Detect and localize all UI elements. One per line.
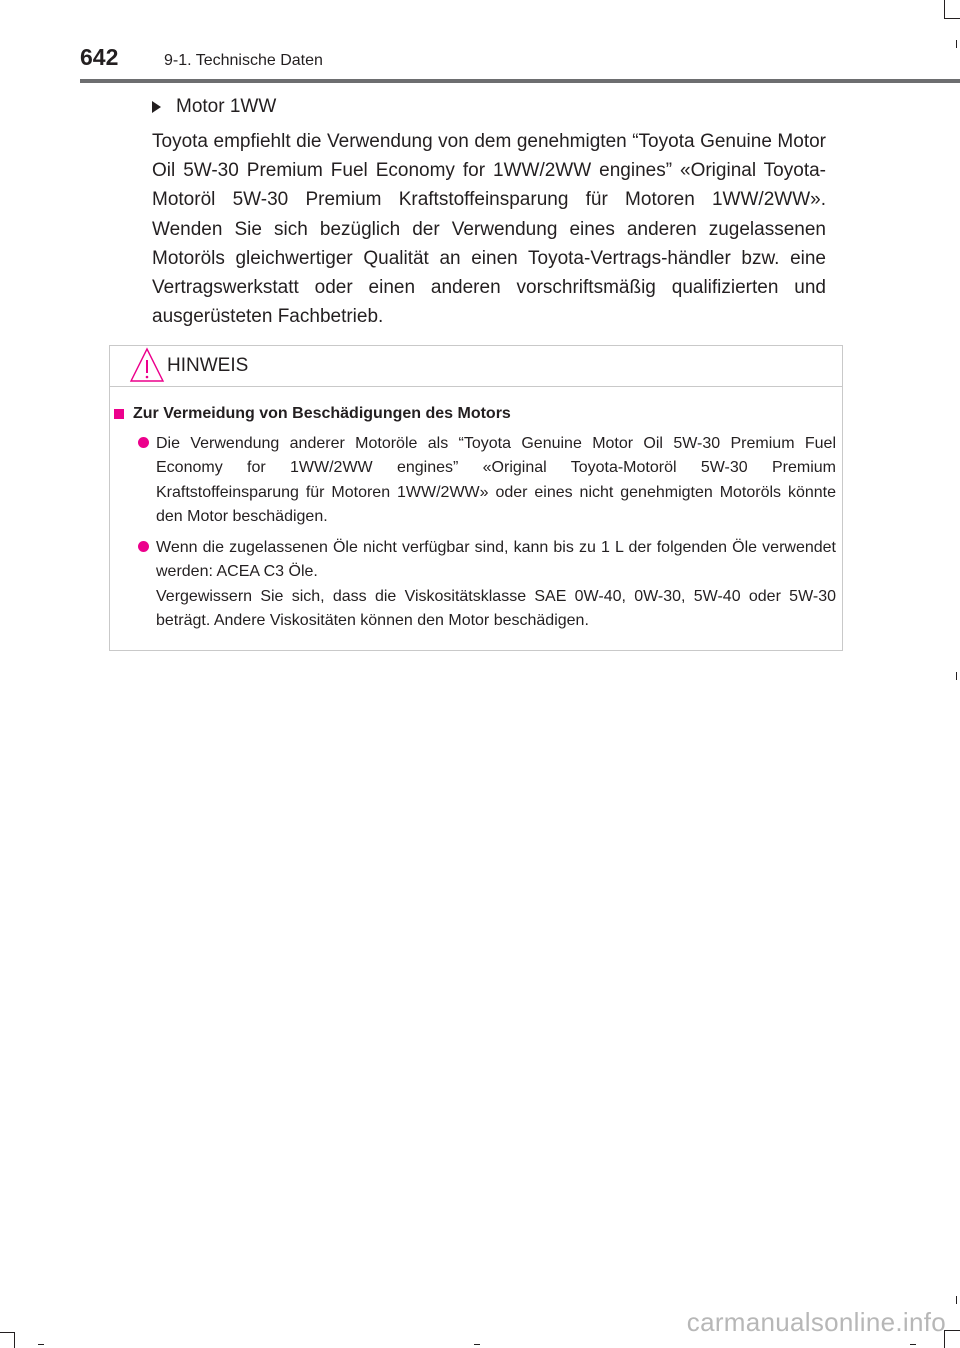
crop-mark-bottom-left-v	[14, 1332, 15, 1348]
watermark: carmanualsonline.info	[686, 1307, 946, 1337]
crop-mark-right-2	[956, 672, 957, 680]
header-rule	[80, 79, 960, 83]
oil-recommendation-paragraph: Toyota empfiehlt die Verwendung von dem genehmigten “Toyota Genuine Motor Oil 5W-30 Premium Fuel Economy for 1WW/2WW engines” «Original Toyota-Motoröl 5W-30 Premium Kraftstoffeinsparung für Motoren 1WW/2WW». Wenden Sie sich bezüglich der Verwendung eines anderen zugelassenen Motoröls gleichwertiger Qualität an einen Toyota-Vertrags-händler bzw. eine Vertragswerkstatt oder einen anderen vorschriftsmäßig qualifizierten und ausgerüsteten Fachbetrieb.	[152, 131, 826, 328]
square-bullet-icon	[114, 409, 124, 419]
crop-mark-top-right-h	[944, 18, 960, 19]
crop-mark-bottom-left-h	[0, 1332, 14, 1333]
notice-bullet-2-line1: Wenn die zugelassenen Öle nicht verfügbar sind, kann bis zu 1 L der folgenden Öle verwendet werden: ACEA C3 Öle.	[156, 539, 836, 581]
notice-box	[109, 345, 843, 651]
warning-triangle-icon	[129, 347, 165, 383]
crop-mark-top-right-v	[944, 0, 945, 18]
notice-bullet-2-text	[156, 536, 836, 634]
notice-subheading-label: Zur Vermeidung von Beschädigungen des Motors	[133, 405, 511, 422]
crop-mark-right-1	[956, 40, 957, 48]
crop-mark-bottom-right-h	[944, 1330, 960, 1331]
notice-bullet-2	[138, 536, 836, 634]
notice-bullet-1-text: Die Verwendung anderer Motoröle als “Toyota Genuine Motor Oil 5W-30 Premium Fuel Economy for 1WW/2WW engines” «Original Toyota-Motoröl 5W-30 Premium Kraftstoffeinsparung für Motoren 1WW/2WW» oder eines nicht genehmigten Motoröls könnte den Motor beschädigen.	[156, 435, 836, 526]
bullet-dot-icon	[138, 541, 149, 552]
crop-mark-bottom-1	[38, 1344, 44, 1345]
notice-title: HINWEIS	[167, 355, 249, 376]
notice-header	[110, 346, 842, 387]
notice-bullet-1	[138, 432, 836, 530]
notice-bullet-2-line2: Vergewissern Sie sich, dass die Viskositätsklasse SAE 0W-40, 0W-30, 5W-40 oder 5W-30 beträgt. Andere Viskositäten können den Motor beschädigen.	[156, 587, 836, 630]
section-title: 9-1. Technische Daten	[164, 52, 323, 69]
notice-subheading	[114, 405, 511, 423]
crop-mark-bottom-3	[910, 1344, 916, 1345]
crop-mark-bottom-2	[474, 1344, 480, 1345]
engine-heading-label: Motor 1WW	[176, 96, 277, 117]
engine-heading	[152, 96, 276, 118]
crop-mark-right-3	[956, 1296, 957, 1304]
arrow-right-icon	[152, 101, 161, 113]
page-number: 642	[80, 44, 119, 70]
bullet-dot-icon	[138, 437, 149, 448]
